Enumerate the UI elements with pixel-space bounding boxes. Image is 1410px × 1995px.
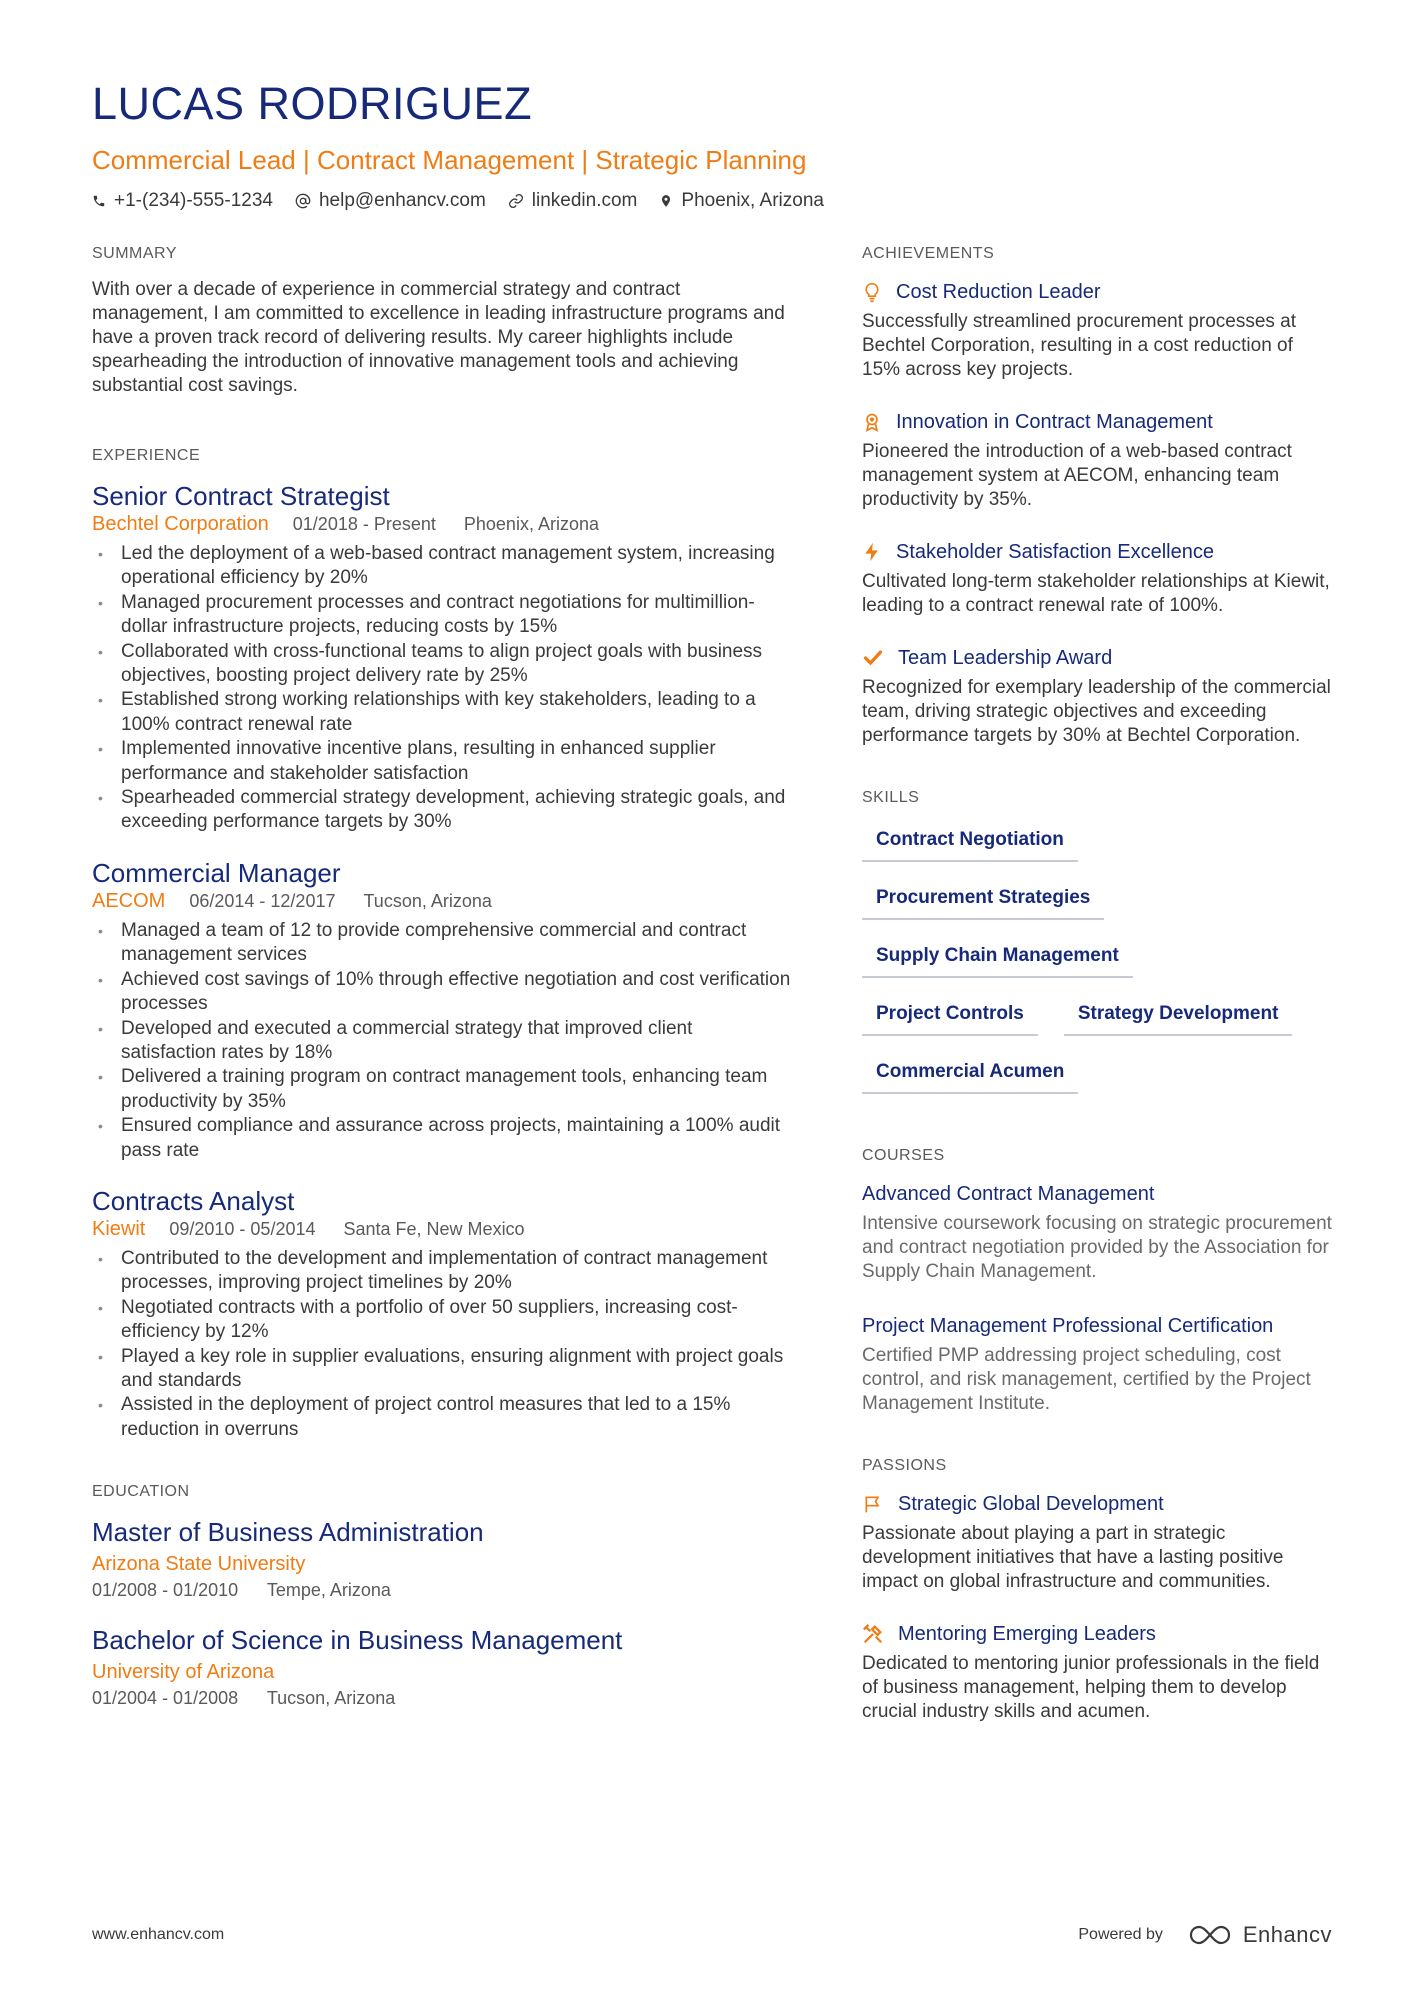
bullet: • Spearheaded commercial strategy development, achieving strategic goals, and exceeding performance targets by 30% (92, 786, 792, 835)
bullet: • Contributed to the development and implementation of contract management processes, improving project timelines by 20% (92, 1247, 792, 1296)
skill-tag: Procurement Strategies (862, 880, 1104, 920)
job-title: Senior Contract Strategist (92, 481, 390, 511)
summary-text: With over a decade of experience in commercial strategy and contract management, I am committed to excellence in leading infrastructure programs and have a proven track record of delivering results. My career highlights include spearheading the introduction of innovative management tools and achieving substantial cost savings. (92, 279, 785, 396)
section-title: COURSES (862, 1147, 945, 1164)
achievements-section (862, 244, 1332, 748)
passions-section (862, 1456, 1332, 1724)
skills-list (862, 822, 1332, 1112)
section-title: EXPERIENCE (92, 447, 201, 464)
achievement-title: Innovation in Contract Management (896, 411, 1213, 433)
achievement-item (862, 644, 1332, 748)
achievement-title: Cost Reduction Leader (896, 281, 1101, 303)
achievement-item (862, 278, 1332, 382)
bullet: • Delivered a training program on contract management tools, enhancing team productivity by 35% (92, 1065, 792, 1114)
job-dates: 06/2014 - 12/2017 (189, 890, 336, 911)
link-icon (508, 193, 524, 209)
job-dates: 09/2010 - 05/2014 (169, 1218, 316, 1239)
education-location: Tempe, Arizona (266, 1580, 391, 1601)
job-company: AECOM (92, 889, 166, 912)
course-item (862, 1180, 1332, 1284)
job-location: Tucson, Arizona (363, 890, 492, 911)
skill-tag: Project Controls (862, 996, 1038, 1036)
achievement-title: Team Leadership Award (898, 647, 1113, 669)
degree: Master of Business Administration (92, 1517, 484, 1548)
bullet: • Managed procurement processes and contract negotiations for multimillion-dollar infrastructure projects, reducing costs by 15% (92, 591, 792, 640)
skills-section (862, 788, 1332, 1112)
achievement-desc: Successfully streamlined procurement processes at Bechtel Corporation, resulting in a cost reduction of 15% across key projects. (862, 311, 1297, 380)
brand-name: Enhancv (1242, 1922, 1332, 1947)
job-title: Commercial Manager (92, 857, 341, 888)
phone-icon (92, 194, 106, 208)
course-desc: Intensive coursework focusing on strategic procurement and contract negotiation provided by the Association for Supply Chain Management. (862, 1213, 1332, 1282)
bullet: • Achieved cost savings of 10% through effective negotiation and cost verification processes (92, 968, 792, 1017)
achievement-header (862, 644, 1332, 672)
achievement-header (862, 278, 1332, 306)
bullet: • Collaborated with cross-functional teams to align project goals with business objectives, boosting project delivery rate by 25% (92, 640, 792, 689)
brand-logo[interactable] (1189, 1922, 1332, 1948)
bullet: • Played a key role in supplier evaluations, ensuring alignment with project goals and standards (92, 1345, 792, 1394)
phone-text: +1-(234)-555-1234 (114, 190, 273, 211)
award-ribbon-icon (862, 411, 882, 433)
education-section (92, 1482, 792, 1710)
job-dates: 01/2018 - Present (292, 514, 436, 534)
passion-header (862, 1620, 1332, 1648)
job-bullets (92, 919, 792, 1163)
job-bullets (92, 542, 792, 835)
degree: Bachelor of Science in Business Management (92, 1625, 623, 1656)
resume-header (92, 78, 1332, 214)
achievement-item (862, 408, 1332, 512)
achievement-item (862, 538, 1332, 618)
lightbulb-icon (862, 281, 882, 303)
courses-section (862, 1146, 1332, 1416)
bullet: • Negotiated contracts with a portfolio of over 50 suppliers, increasing cost-efficiency by 12% (92, 1296, 792, 1345)
bullet: • Developed and executed a commercial strategy that improved client satisfaction rates by 18% (92, 1017, 792, 1066)
school: University of Arizona (92, 1661, 275, 1684)
job-meta (92, 1217, 792, 1241)
education-meta (92, 1686, 792, 1710)
achievement-desc: Recognized for exemplary leadership of the commercial team, driving strategic objectives and exceeding performance targets by 30% at Bechtel Corporation. (862, 677, 1331, 746)
contact-phone[interactable] (92, 188, 273, 214)
education-location: Tucson, Arizona (266, 1688, 396, 1709)
achievement-header (862, 408, 1332, 436)
job-entry (92, 1185, 792, 1442)
course-item (862, 1312, 1332, 1416)
experience-section (92, 446, 792, 1442)
job-bullets (92, 1247, 792, 1442)
education-entry (92, 1516, 792, 1602)
passion-title: Mentoring Emerging Leaders (898, 1623, 1156, 1645)
job-location: Santa Fe, New Mexico (343, 1218, 525, 1239)
course-desc: Certified PMP addressing project scheduling, cost control, and risk management, certified by the Project Management Institute. (862, 1345, 1311, 1414)
job-meta (92, 889, 792, 913)
achievement-desc: Pioneered the introduction of a web-based contract management system at AECOM, enhancing team productivity by 35%. (862, 441, 1292, 510)
job-company: Bechtel Corporation (92, 513, 269, 535)
contact-email[interactable] (295, 188, 486, 214)
bullet: • Implemented innovative incentive plans, resulting in enhanced supplier performance and stakeholder satisfaction (92, 737, 792, 786)
job-title: Contracts Analyst (92, 1185, 295, 1216)
section-title: SUMMARY (92, 245, 177, 262)
skill-tag: Strategy Development (1064, 996, 1293, 1036)
job-company: Kiewit (92, 1217, 146, 1240)
section-title: ACHIEVEMENTS (862, 245, 995, 262)
section-title: SKILLS (862, 789, 920, 806)
tools-icon (862, 1623, 884, 1645)
checkmark-icon (862, 648, 884, 668)
section-title: EDUCATION (92, 1483, 190, 1501)
left-column (92, 244, 792, 1758)
linkedin-text: linkedin.com (531, 190, 638, 211)
skill-tag: Contract Negotiation (862, 822, 1078, 862)
course-title: Project Management Professional Certification (862, 1315, 1274, 1337)
passion-item (862, 1620, 1332, 1724)
passion-desc: Dedicated to mentoring junior professionals in the field of business management, helping them to develop crucial industry skills and acumen. (862, 1653, 1320, 1722)
education-meta (92, 1578, 792, 1602)
candidate-name: LUCAS RODRIGUEZ (92, 78, 533, 129)
bullet: • Ensured compliance and assurance across projects, maintaining a 100% audit pass rate (92, 1114, 792, 1163)
headline: Commercial Lead | Contract Management | Strategic Planning (92, 145, 807, 175)
school: Arizona State University (92, 1553, 306, 1576)
flag-icon (862, 1494, 884, 1514)
contact-linkedin[interactable] (508, 188, 638, 214)
job-entry (92, 857, 792, 1163)
right-column (862, 244, 1332, 1772)
passion-header (862, 1490, 1332, 1518)
bullet: • Assisted in the deployment of project control measures that led to a 15% reduction in overruns (92, 1393, 792, 1442)
location-pin-icon (659, 193, 673, 209)
education-dates: 01/2008 - 01/2010 (92, 1580, 239, 1601)
footer (92, 1922, 1332, 1948)
passion-desc: Passionate about playing a part in strategic development initiatives that have a lasting positive impact on global infrastructure and communities. (862, 1523, 1284, 1592)
summary-section (92, 244, 792, 398)
job-entry (92, 480, 792, 835)
skill-tag: Supply Chain Management (862, 938, 1133, 978)
skill-tag: Commercial Acumen (862, 1054, 1078, 1094)
bullet: • Established strong working relationships with key stakeholders, leading to a 100% contract renewal rate (92, 688, 792, 737)
achievement-title: Stakeholder Satisfaction Excellence (896, 541, 1214, 563)
achievement-header (862, 538, 1332, 566)
section-title: PASSIONS (862, 1457, 947, 1474)
bullet: • Led the deployment of a web-based contract management system, increasing operational efficiency by 20% (92, 542, 792, 591)
footer-url[interactable]: www.enhancv.com (92, 1926, 225, 1943)
bullet: • Managed a team of 12 to provide comprehensive commercial and contract management services (92, 919, 792, 968)
course-title: Advanced Contract Management (862, 1183, 1155, 1205)
job-location: Phoenix, Arizona (463, 514, 599, 534)
enhancv-logo-icon (1189, 1924, 1235, 1946)
achievement-desc: Cultivated long-term stakeholder relationships at Kiewit, leading to a contract renewal rate of 100%. (862, 571, 1330, 616)
lightning-bolt-icon (862, 541, 882, 563)
passion-item (862, 1490, 1332, 1594)
contact-bar (92, 188, 1332, 214)
powered-by (1078, 1922, 1332, 1948)
email-text: help@enhancv.com (318, 190, 486, 211)
powered-by-label: Powered by (1078, 1926, 1163, 1943)
education-dates: 01/2004 - 01/2008 (92, 1688, 239, 1709)
location-text: Phoenix, Arizona (681, 190, 824, 211)
passion-title: Strategic Global Development (898, 1493, 1164, 1515)
education-entry (92, 1624, 792, 1710)
job-meta (92, 512, 792, 536)
at-icon (295, 193, 311, 209)
contact-location (659, 188, 824, 214)
